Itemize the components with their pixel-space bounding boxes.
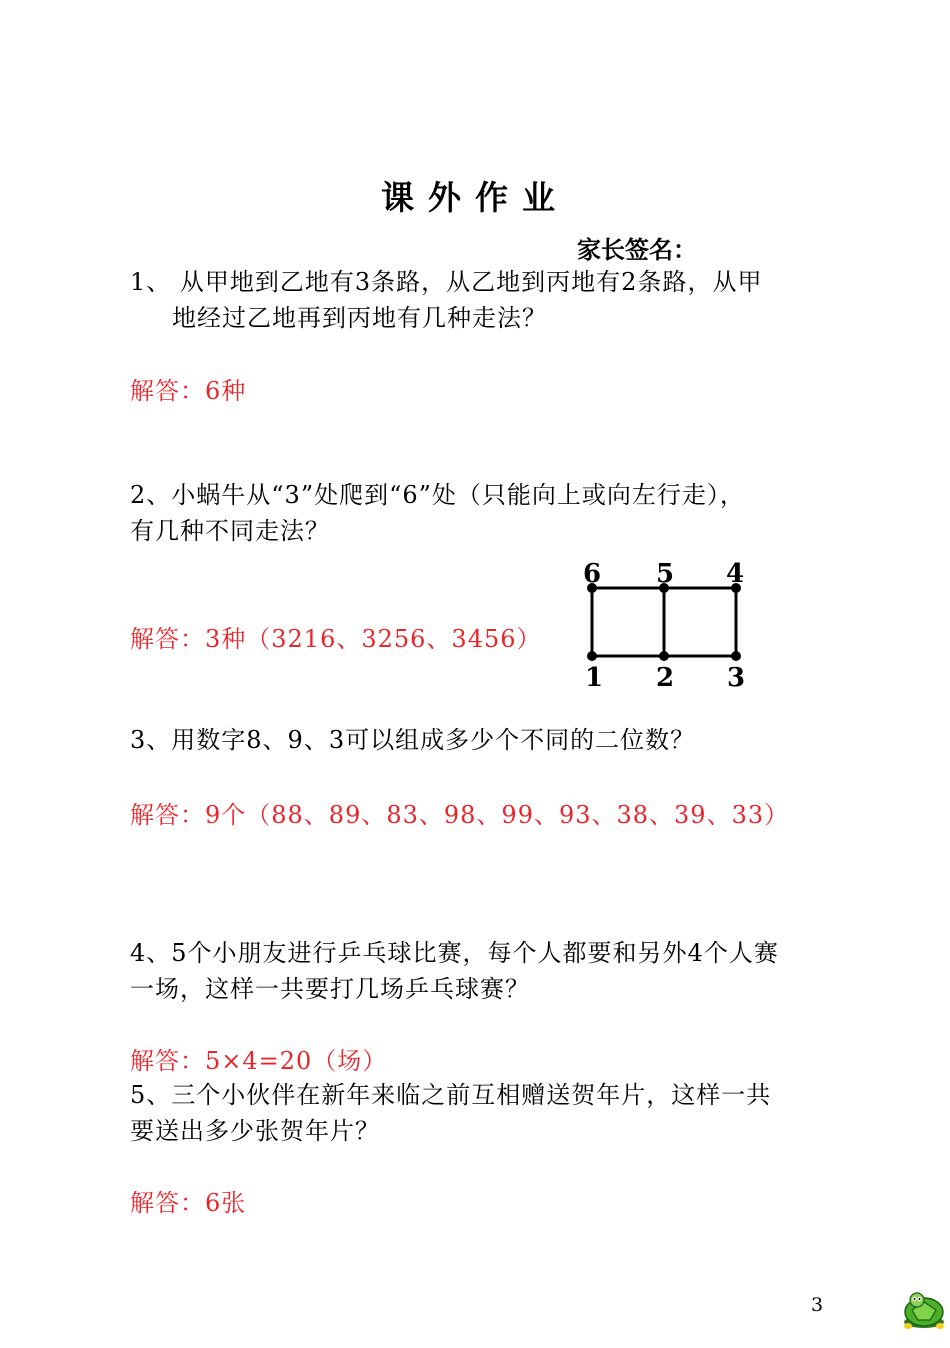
question-3 — [130, 722, 830, 758]
parent-signature-label: 家长签名： — [577, 236, 697, 264]
node-label-3: 3 — [727, 663, 746, 691]
node-label-5: 5 — [656, 559, 675, 589]
answer-4: 解答：5×4=20（场） — [130, 1047, 388, 1075]
node-2 — [659, 651, 669, 661]
question-text-line1: 三个小伙伴在新年来临之前互相赠送贺年片，这样一共 — [171, 1081, 772, 1109]
node-label-4: 4 — [726, 559, 745, 589]
page-number: 3 — [811, 1294, 824, 1316]
question-text-line2: 要送出多少张贺年片？ — [130, 1117, 380, 1145]
question-number: 4、 — [130, 939, 172, 967]
question-5 — [130, 1077, 830, 1149]
node-label-6: 6 — [583, 559, 602, 589]
question-number: 5、 — [130, 1081, 172, 1109]
turtle-icon — [900, 1288, 948, 1332]
page-title: 课外作业 — [381, 178, 569, 217]
node-1 — [587, 651, 597, 661]
question-text-line2: 一场，这样一共要打几场乒乓球赛？ — [130, 975, 530, 1003]
question-number: 3、 — [130, 726, 172, 754]
snail-path-grid-diagram — [578, 556, 753, 691]
question-text-line2: 有几种不同走法？ — [130, 517, 330, 545]
answer-2: 解答：3种（3216、3256、3456） — [130, 625, 542, 653]
node-label-2: 2 — [656, 663, 675, 691]
answer-3: 解答：9个（88、89、83、98、99、93、38、39、33） — [130, 801, 790, 829]
question-text-line2: 地经过乙地再到丙地有几种走法？ — [172, 304, 547, 332]
question-text-line1: 5个小朋友进行乒乓球比赛，每个人都要和另外4个人赛 — [171, 939, 779, 967]
question-1 — [130, 264, 830, 336]
question-number: 2、 — [130, 481, 172, 509]
question-4 — [130, 935, 830, 1007]
question-text-line1: 小蜗牛从“3”处爬到“6”处（只能向上或向左行走）， — [171, 481, 745, 509]
question-text-line1: 用数字8、9、3可以组成多少个不同的二位数？ — [171, 726, 696, 754]
answer-5: 解答：6张 — [130, 1189, 247, 1217]
question-number: 1、 — [130, 268, 172, 296]
node-label-1: 1 — [585, 663, 604, 691]
grid-lines — [592, 588, 736, 656]
answer-1: 解答：6种 — [130, 377, 247, 405]
question-2 — [130, 477, 830, 549]
node-3 — [731, 651, 741, 661]
question-text-line1: 从甲地到乙地有3条路，从乙地到丙地有2条路，从甲 — [171, 268, 763, 296]
